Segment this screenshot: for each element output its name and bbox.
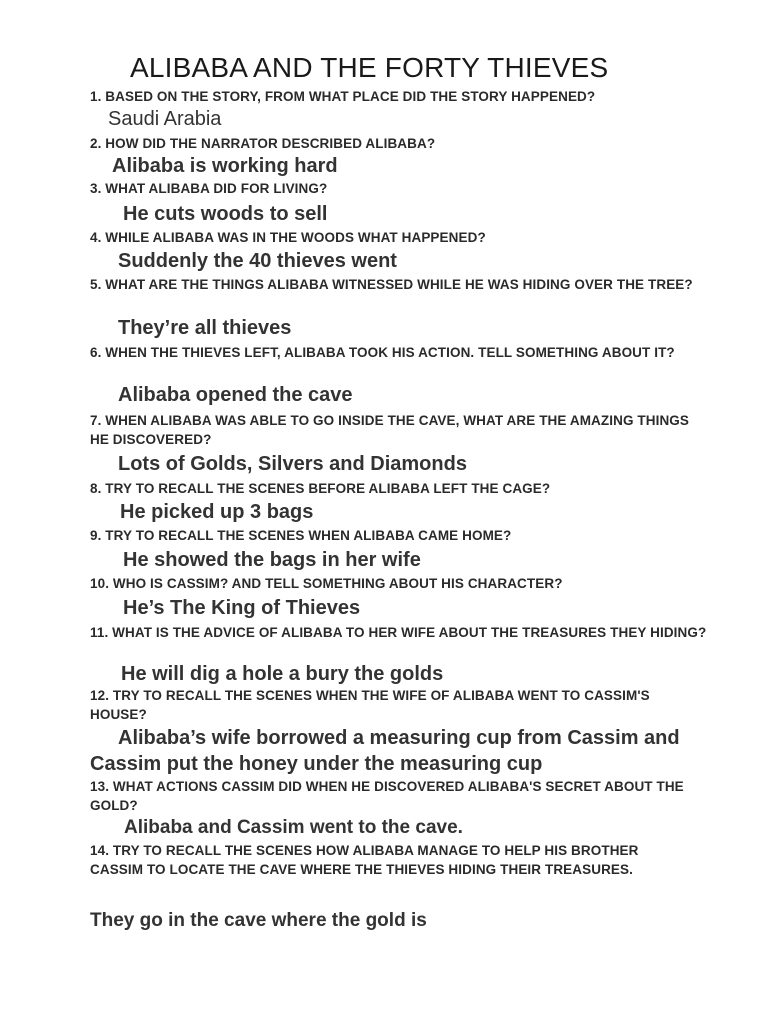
answer-9: He showed the bags in her wife — [123, 549, 421, 571]
answer-14: They go in the cave where the gold is — [90, 910, 427, 931]
question-9: 9. TRY TO RECALL THE SCENES WHEN ALIBABA CAME HOME? — [90, 528, 512, 543]
answer-6: Alibaba opened the cave — [118, 384, 353, 406]
question-5: 5. WHAT ARE THE THINGS ALIBABA WITNESSED WHILE HE WAS HIDING OVER THE TREE? — [90, 277, 693, 292]
answer-12: Alibaba’s wife borrowed a measuring cup from Cassim and Cassim put the honey under the measuring cup — [90, 727, 680, 775]
question-8: 8. TRY TO RECALL THE SCENES BEFORE ALIBABA LEFT THE CAGE? — [90, 481, 551, 496]
question-1: 1. BASED ON THE STORY, FROM WHAT PLACE DID THE STORY HAPPENED? — [90, 89, 596, 104]
question-4: 4. WHILE ALIBABA WAS IN THE WOODS WHAT HAPPENED? — [90, 230, 486, 245]
question-12: 12. TRY TO RECALL THE SCENES WHEN THE WIFE OF ALIBABA WENT TO CASSIM'S HOUSE? — [90, 688, 650, 722]
answer-10: He’s The King of Thieves — [123, 597, 361, 619]
answer-5: They’re all thieves — [118, 317, 292, 339]
question-3: 3. WHAT ALIBABA DID FOR LIVING? — [90, 181, 328, 196]
question-14: 14. TRY TO RECALL THE SCENES HOW ALIBABA MANAGE TO HELP HIS BROTHER CASSIM TO LOCATE THE CAVE WHERE THE THIEVES HIDING THEIR TREASURES. — [90, 843, 639, 877]
answer-1: Saudi Arabia — [108, 108, 222, 130]
question-2: 2. HOW DID THE NARRATOR DESCRIBED ALIBABA? — [90, 136, 436, 151]
answer-8: He picked up 3 bags — [120, 501, 314, 523]
answer-7: Lots of Golds, Silvers and Diamonds — [118, 453, 467, 475]
document-title: ALIBABA AND THE FORTY THIEVES — [130, 52, 609, 83]
answer-4: Suddenly the 40 thieves went — [118, 250, 397, 272]
question-7: 7. WHEN ALIBABA WAS ABLE TO GO INSIDE THE CAVE, WHAT ARE THE AMAZING THINGS HE DISCOVERED? — [90, 413, 690, 447]
question-13: 13. WHAT ACTIONS CASSIM DID WHEN HE DISCOVERED ALIBABA'S SECRET ABOUT THE GOLD? — [90, 779, 684, 813]
answer-13: Alibaba and Cassim went to the cave. — [124, 817, 463, 838]
question-11: 11. WHAT IS THE ADVICE OF ALIBABA TO HER WIFE ABOUT THE TREASURES THEY HIDING? — [90, 625, 707, 640]
answer-11: He will dig a hole a bury the golds — [121, 663, 444, 685]
question-10: 10. WHO IS CASSIM? AND TELL SOMETHING ABOUT HIS CHARACTER? — [90, 576, 563, 591]
answer-2: Alibaba is working hard — [112, 155, 338, 177]
answer-3: He cuts woods to sell — [123, 203, 328, 225]
question-6: 6. WHEN THE THIEVES LEFT, ALIBABA TOOK HIS ACTION. TELL SOMETHING ABOUT IT? — [90, 345, 675, 360]
